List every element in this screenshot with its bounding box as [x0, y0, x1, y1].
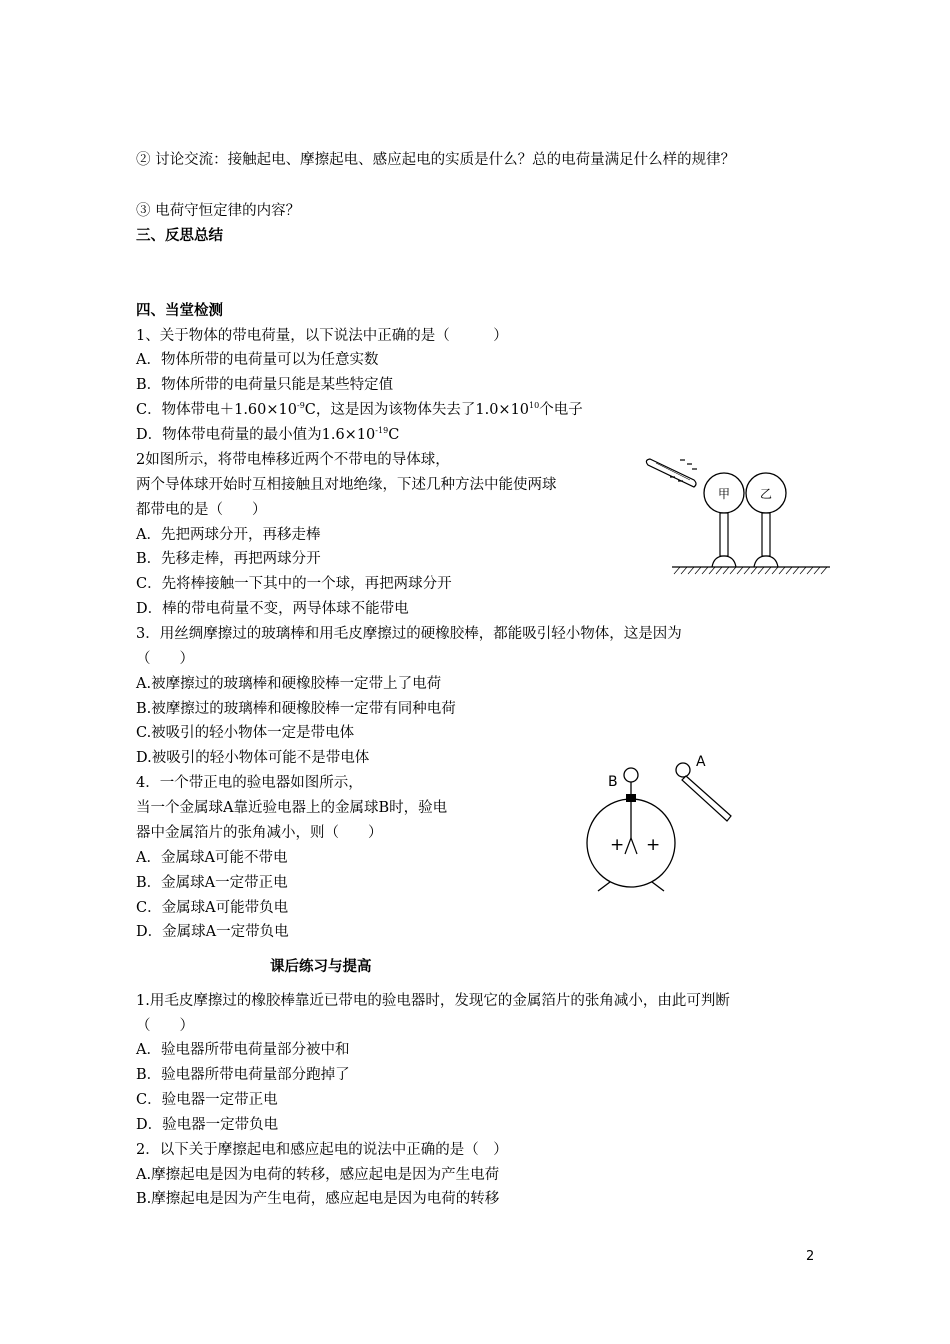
- q4-stem-line-2: 当一个金属球A靠近验电器上的金属球B时，验电: [136, 800, 448, 816]
- base-jia: [712, 556, 736, 567]
- hw1-option-d: D．验电器一定带负电: [136, 1117, 279, 1133]
- q2-option-d: D．棒的带电荷量不变，两导体球不能带电: [136, 601, 409, 617]
- hw1-stem-line-2: （ ）: [136, 1018, 194, 1034]
- q1-d-exponent: -19: [375, 426, 389, 435]
- ground-hatching: [672, 567, 830, 574]
- q3-option-d: D.被吸引的轻小物体可能不是带电体: [136, 750, 370, 766]
- discussion-question-3: ③ 电荷守恒定律的内容？: [136, 203, 301, 219]
- after-class-title: 课后练习与提高: [270, 959, 372, 975]
- q2-stem-line-1: 2如图所示，将带电棒移近两个不带电的导体球，: [136, 452, 450, 468]
- page-number: 2: [806, 1249, 815, 1264]
- q1-option-d: [136, 425, 399, 445]
- q1-c-exponent-2: 10: [529, 401, 540, 410]
- q3-option-b: B.被摩擦过的玻璃棒和硬橡胶棒一定带有同种电荷: [136, 701, 456, 717]
- q1-option-c: [136, 400, 583, 420]
- hw1-option-b: B．验电器所带电荷量部分跑掉了: [136, 1067, 350, 1083]
- insulating-handle: [682, 776, 731, 821]
- q4-option-a: A．金属球A可能不带电: [136, 850, 288, 866]
- q2-stem-line-2: 两个导体球开始时互相接触且对地绝缘，下述几种方法中能使两球: [136, 477, 557, 493]
- q2-option-c: C．先将棒接触一下其中的一个球，再把两球分开: [136, 576, 452, 592]
- sphere-yi-label: 乙: [759, 487, 773, 501]
- base-yi: [754, 556, 778, 567]
- q4-stem-line-3: 器中金属箔片的张角减小，则（ ）: [136, 825, 383, 841]
- q4-option-b: B．金属球A一定带正电: [136, 875, 288, 891]
- q1-c-part3: 个电子: [539, 402, 583, 418]
- q3-stem-line-1: 3．用丝绸摩擦过的玻璃棒和用毛皮摩擦过的硬橡胶棒，都能吸引轻小物体，这是因为: [136, 626, 682, 642]
- q3-option-a: A.被摩擦过的玻璃棒和硬橡胶棒一定带上了电荷: [136, 676, 442, 692]
- q1-d-part2: C: [388, 427, 400, 443]
- q3-stem-line-2: （ ）: [136, 651, 194, 667]
- q1-c-exponent-1: -9: [296, 401, 305, 410]
- hw2-option-a: A.摩擦起电是因为电荷的转移，感应起电是因为产生电荷: [136, 1167, 500, 1183]
- hw1-option-c: C．验电器一定带正电: [136, 1092, 278, 1108]
- q2-option-b: B．先移走棒，再把两球分开: [136, 551, 321, 567]
- stand-jia: [720, 513, 728, 556]
- q1-c-part2: C，这是因为该物体失去了1.0×10: [304, 402, 530, 418]
- q1-d-part1: D．物体带电荷量的最小值为1.6×10: [136, 427, 376, 443]
- hw1-option-a: A．验电器所带电荷量部分被中和: [136, 1042, 350, 1058]
- sphere-jia-label: 甲: [717, 487, 731, 501]
- metal-ball-b: [624, 768, 638, 782]
- hw2-stem: 2．以下关于摩擦起电和感应起电的说法中正确的是（ ）: [136, 1142, 508, 1158]
- section-3-title: 三、反思总结: [136, 228, 223, 244]
- q4-option-d: D．金属球A一定带负电: [136, 924, 289, 940]
- q2-option-a: A．先把两球分开，再移走棒: [136, 527, 321, 543]
- q1-stem: 1、关于物体的带电荷量，以下说法中正确的是（ ）: [136, 328, 508, 344]
- metal-ball-a: [676, 763, 690, 777]
- q3-option-c: C.被吸引的轻小物体一定是带电体: [136, 725, 355, 741]
- leg-right: [652, 882, 664, 891]
- q4-stem-line-1: 4．一个带正电的验电器如图所示，: [136, 775, 363, 791]
- q4-electroscope-figure: [580, 748, 770, 893]
- q2-stem-line-3: 都带电的是（ ）: [136, 502, 267, 518]
- hw1-stem-line-1: 1.用毛皮摩擦过的橡胶棒靠近已带电的验电器时，发现它的金属箔片的张角减小，由此可判断: [136, 993, 730, 1009]
- hw2-option-b: B.摩擦起电是因为产生电荷，感应起电是因为电荷的转移: [136, 1191, 500, 1207]
- plus-sign-left: +: [610, 835, 625, 855]
- q1-option-a: A．物体所带的电荷量可以为任意实数: [136, 352, 379, 368]
- discussion-question-2: ② 讨论交流：接触起电、摩擦起电、感应起电的实质是什么？总的电荷量满足什么样的规律？: [136, 152, 736, 168]
- stopper-overlay: [626, 794, 636, 802]
- stand-yi: [762, 513, 770, 556]
- ball-a-label: A: [696, 754, 706, 770]
- q1-c-part1: C．物体带电＋1.60×10: [136, 402, 297, 418]
- section-4-title: 四、当堂检测: [136, 303, 223, 319]
- q4-option-c: C．金属球A可能带负电: [136, 900, 289, 916]
- plus-sign-right: +: [646, 835, 661, 855]
- charged-rod: [646, 459, 696, 487]
- leg-left: [598, 882, 610, 891]
- q1-option-b: B．物体所带的电荷量只能是某些特定值: [136, 377, 394, 393]
- ball-b-label: B: [608, 774, 618, 790]
- q2-conductor-spheres-figure: [640, 450, 840, 580]
